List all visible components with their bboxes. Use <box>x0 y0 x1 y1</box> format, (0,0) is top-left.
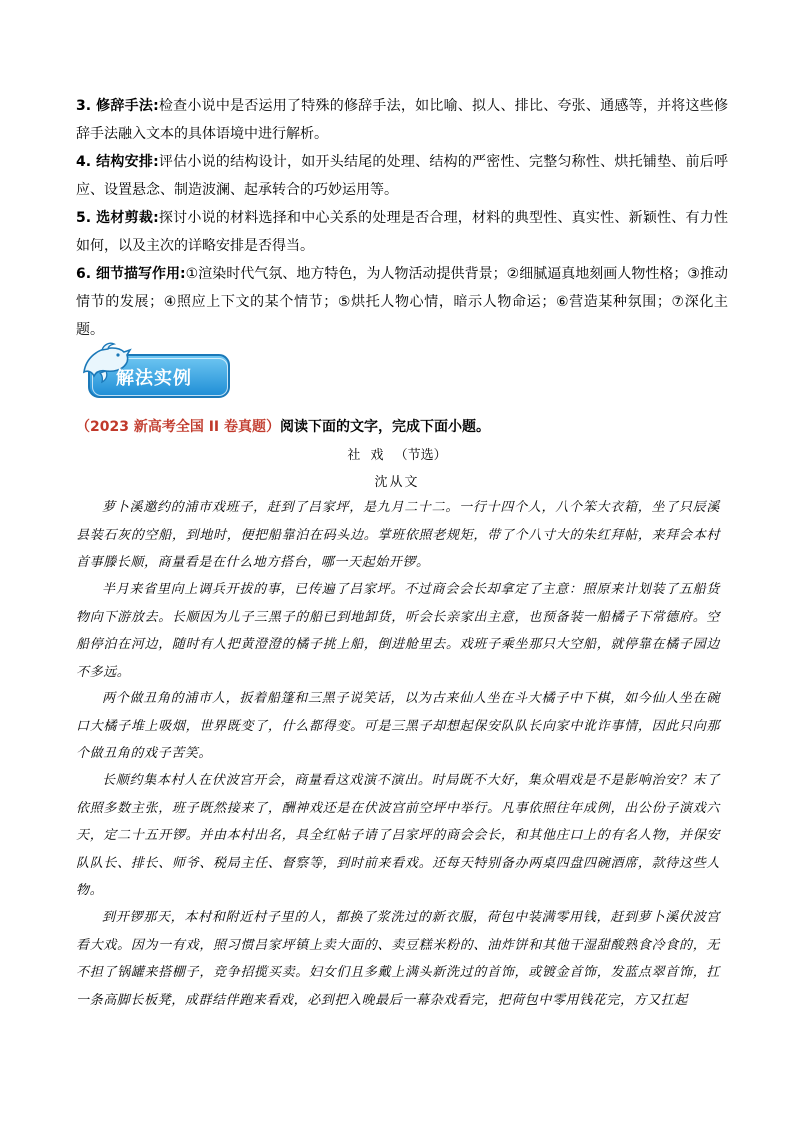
tip-text: 评估小说的结构设计，如开头结尾的处理、结构的严密性、完整匀称性、烘托铺垫、前后呼应、设置悬念、制造波澜、起承转合的巧妙运用等。 <box>76 154 728 198</box>
article-title-line <box>0 444 794 463</box>
tip-text: ①渲染时代气氛、地方特色，为人物活动提供背景；②细腻逼真地刻画人物性格；③推动情节的发展；④照应上下文的某个情节；⑤烘托人物心情，暗示人物命运；⑥营造某种氛围；⑦深化主题。 <box>76 266 728 338</box>
article-paragraph: 半月来省里向上调兵开拔的事，已传遍了吕家坪。不过商会会长却拿定了主意：照原来计划装了五船货物向下游放去。长顺因为儿子三黑子的船已到地卸货，听会长亲家出主意，也预备装一船橘子下常德府。空船停泊在河边，随时有人把黄澄澄的橘子挑上船，倒进舱里去。戏班子乘坐那只大空船，就停靠在橘子园边不多远。 <box>76 582 720 680</box>
section-banner <box>78 342 234 402</box>
tip-rhetoric <box>76 92 728 148</box>
article-title: 社 戏 <box>347 448 387 463</box>
article-subtitle: （节选） <box>394 448 447 463</box>
tip-lead: 5. 选材剪裁: <box>76 210 159 226</box>
tip-lead: 6. 细节描写作用: <box>76 266 186 282</box>
article-author: 沈从文 <box>374 475 420 490</box>
article-paragraph: 长顺约集本村人在伏波宫开会，商量看这戏演不演出。时局既不大好，集众唱戏是不是影响治安？末了依照多数主张，班子既然接来了，酬神戏还是在伏波宫前空坪中举行。凡事依照往年成例，出公份子演戏六天，定二十五开锣。并由本村出名，具全红帖子请了吕家坪的商会会长，和其他庄口上的有名人物，并保安队队长、排长、师爷、税局主任、督察等，到时前来看戏。还每天特别备办两桌四盘四碗酒席，款待这些人物。 <box>76 773 720 898</box>
tip-text: 检查小说中是否运用了特殊的修辞手法，如比喻、拟人、排比、夸张、通感等，并将这些修辞手法融入文本的具体语境中进行解析。 <box>76 98 728 142</box>
article-paragraph: 到开锣那天，本村和附近村子里的人，都换了浆洗过的新衣服，荷包中装满零用钱，赶到萝卜溪伏波宫看大戏。因为一有戏，照习惯吕家坪镇上卖大面的、卖豆糕米粉的、油炸饼和其他干湿甜酸熟食冷食的，无不担了锅罐来搭棚子，竞争招揽买卖。妇女们且多戴上满头新洗过的首饰，或镀金首饰，发蓝点翠首饰，扛一条高脚长板凳，成群结伴跑来看戏，必到把入晚最后一幕杂戏看完，把荷包中零用钱花完，方又扛起 <box>76 910 720 1008</box>
article-paragraph: 两个做丑角的浦市人，扳着船篷和三黑子说笑话，以为古来仙人坐在斗大橘子中下棋，如今仙人坐在碗口大橘子堆上吸烟，世界既变了，什么都得变。可是三黑子却想起保安队队长向家中讹诈事情，因此只向那个做丑角的戏子苦笑。 <box>76 691 720 761</box>
tip-lead: 4. 结构安排: <box>76 154 159 170</box>
article-paragraph: 萝卜溪邀约的浦市戏班子，赶到了吕家坪，是九月二十二。一行十四个人，八个笨大衣箱，坐了只辰溪县装石灰的空船，到地时，便把船靠泊在码头边。掌班依照老规矩，带了个八寸大的朱红拜帖，来拜会本村首事滕长顺，商量看是在什么地方搭台，哪一天起始开锣。 <box>76 500 720 570</box>
tip-structure <box>76 148 728 204</box>
banner-label: 解法实例 <box>116 368 192 389</box>
tip-text: 探讨小说的材料选择和中心关系的处理是否合理，材料的典型性、真实性、新颖性、有力性如何，以及主次的详略安排是否得当。 <box>76 210 728 254</box>
tip-lead: 3. 修辞手法: <box>76 98 159 114</box>
question-line <box>76 416 490 436</box>
question-prompt: 阅读下面的文字，完成下面小题。 <box>280 419 491 435</box>
question-source: （2023 新高考全国 II 卷真题） <box>76 419 281 435</box>
tip-detail <box>76 260 728 344</box>
tip-material <box>76 204 728 260</box>
